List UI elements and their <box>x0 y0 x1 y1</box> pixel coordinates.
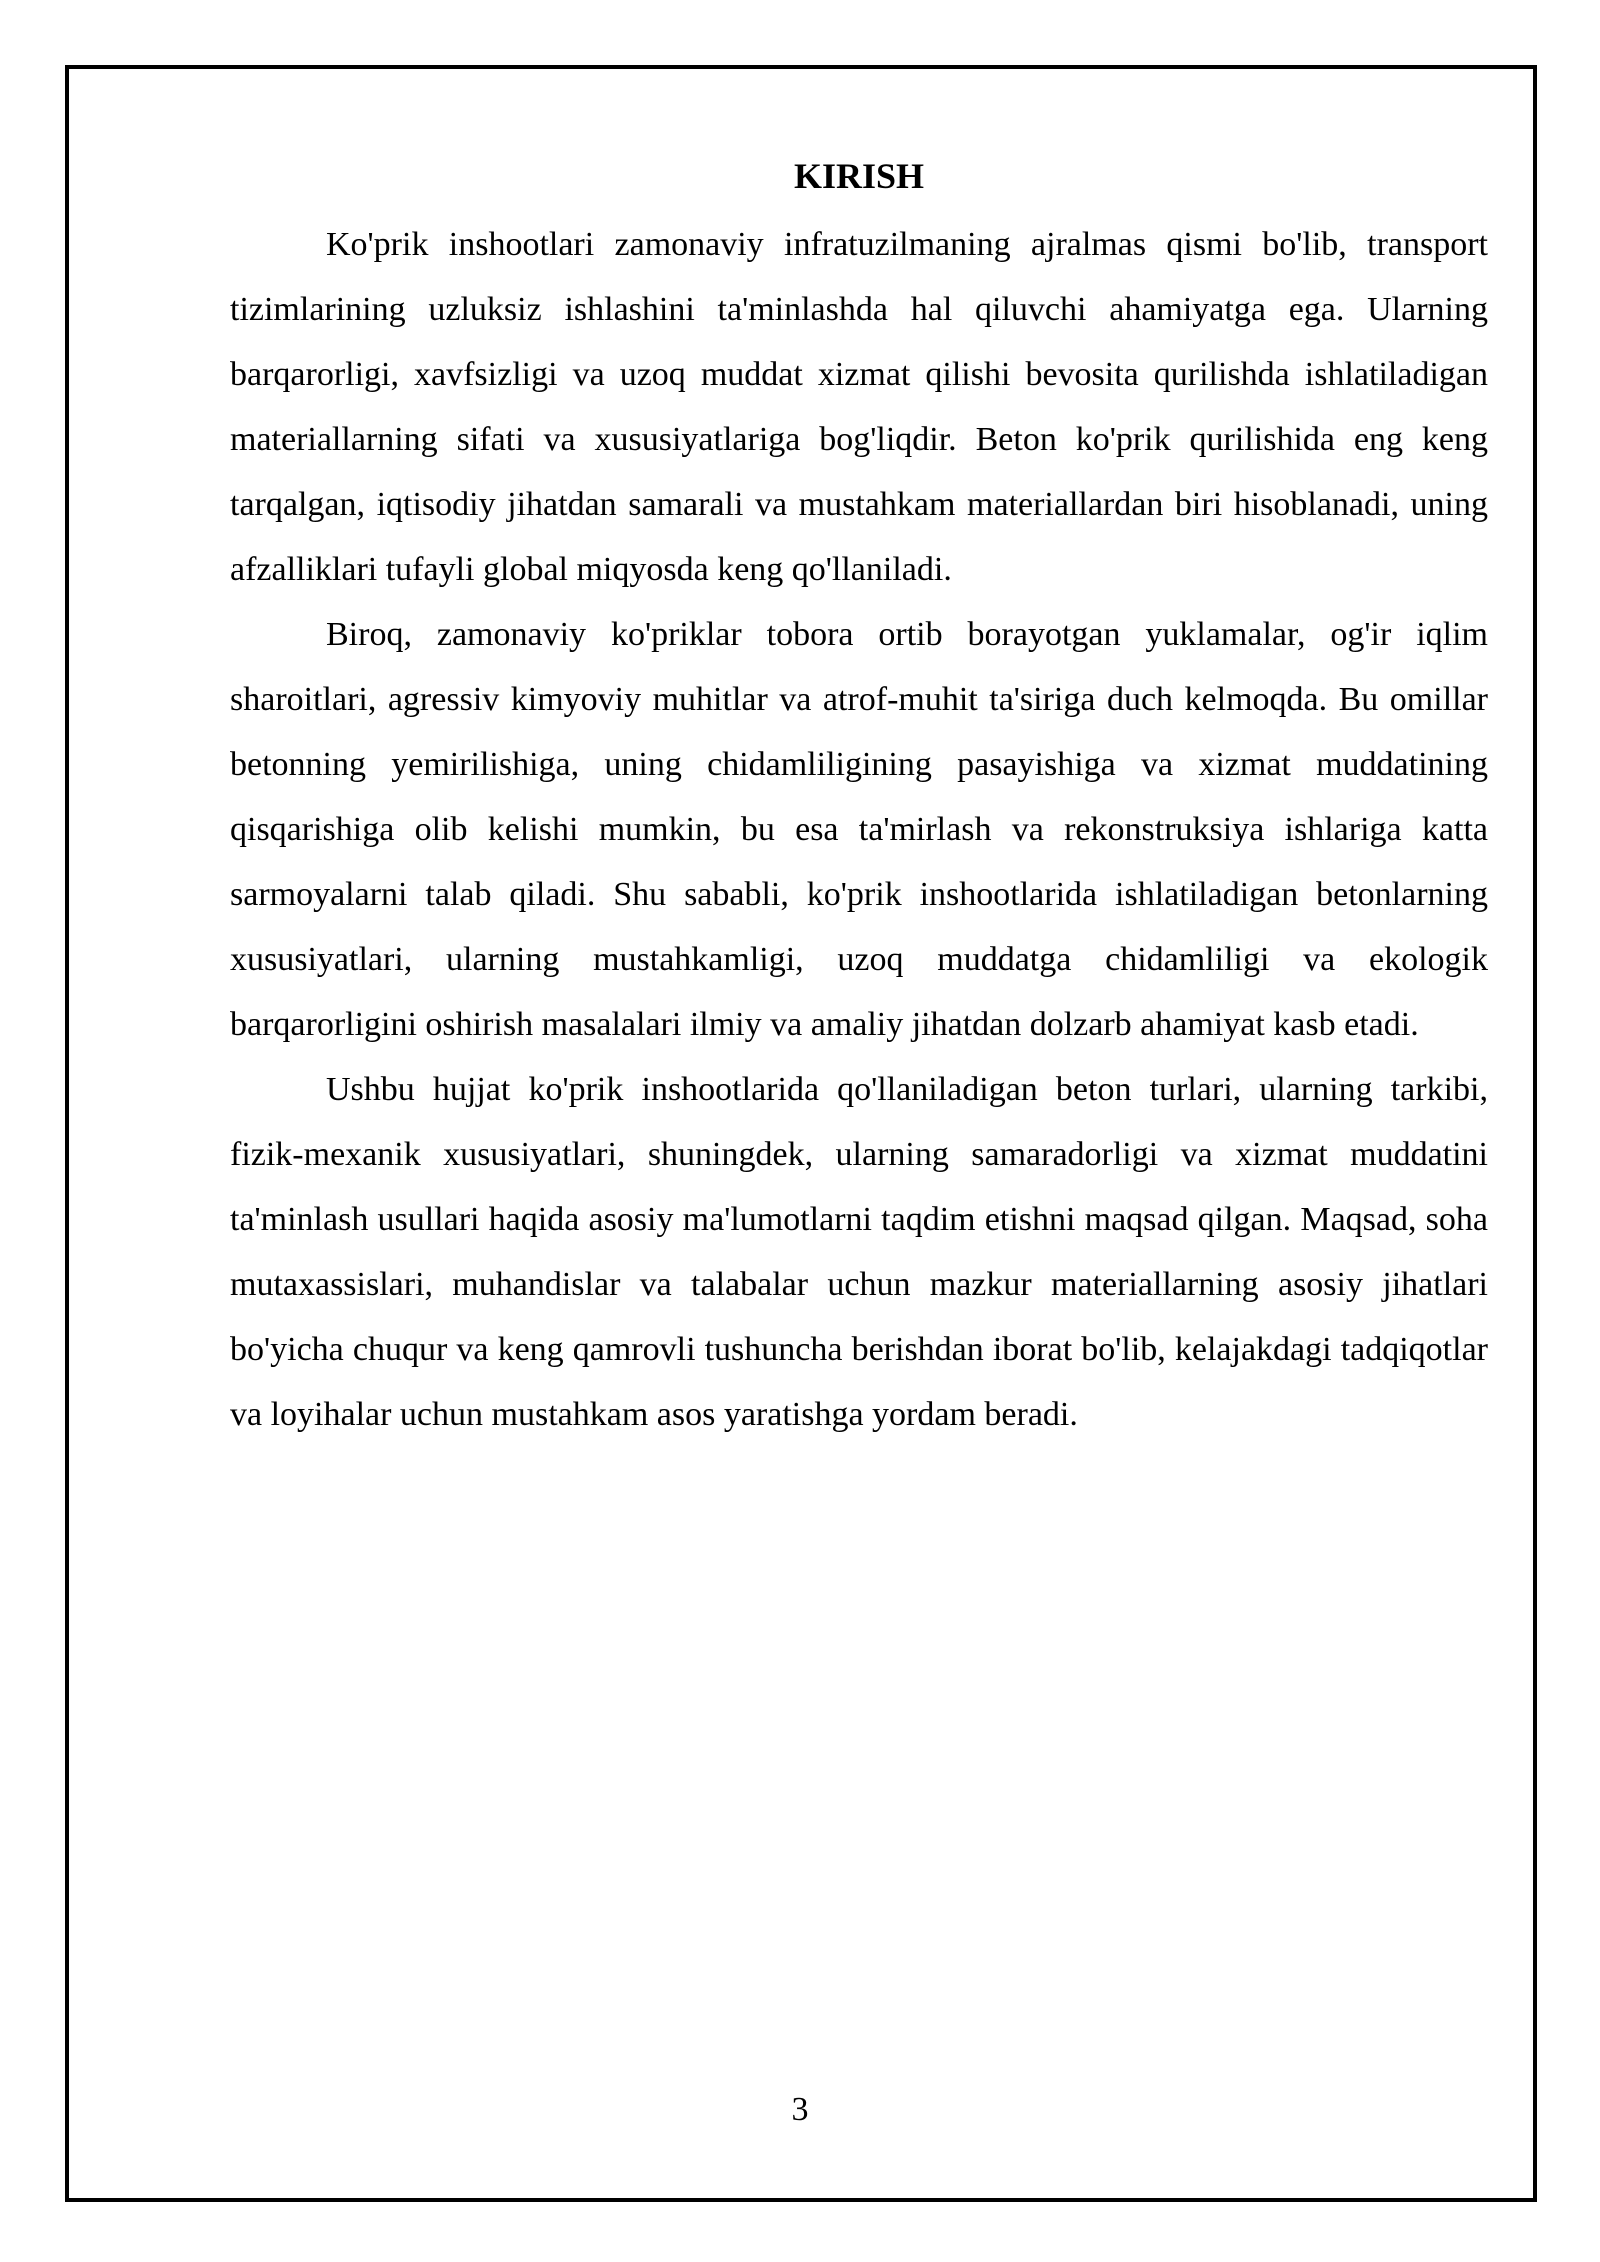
page-content <box>230 140 1488 1447</box>
paragraph-2: Biroq, zamonaviy ko'priklar tobora ortib borayotgan yuklamalar, og'ir iqlim sharoitlari, agressiv kimyoviy muhitlar va atrof-muhit ta'siriga duch kelmoqda. Bu omillar betonning yemirilishiga, uning chidamliligining pasayishiga va xizmat muddatining qisqarishiga olib kelishi mumkin, bu esa ta'mirlash va rekonstruksiya ishlariga katta sarmoyalarni talab qiladi. Shu sababli, ko'prik inshootlarida ishlatiladigan betonlarning xususiyatlari, ularning mustahkamligi, uzoq muddatga chidamliligi va ekologik barqarorligini oshirish masalalari ilmiy va amaliy jihatdan dolzarb ahamiyat kasb etadi. <box>230 616 1488 1043</box>
paragraph-3: Ushbu hujjat ko'prik inshootlarida qo'llaniladigan beton turlari, ularning tarkibi, fizik-mexanik xususiyatlari, shuningdek, ularning samaradorligi va xizmat muddatini ta'minlash usullari haqida asosiy ma'lumotlarni taqdim etishni maqsad qilgan. Maqsad, soha mutaxassislari, muhandislar va talabalar uchun mazkur materiallarning asosiy jihatlari bo'yicha chuqur va keng qamrovli tushuncha berishdan iborat bo'lib, kelajakdagi tadqiqotlar va loyihalar uchun mustahkam asos yaratishga yordam beradi. <box>230 1071 1488 1433</box>
paragraph-1: Ko'prik inshootlari zamonaviy infratuzilmaning ajralmas qismi bo'lib, transport tizimlarining uzluksiz ishlashini ta'minlashda hal qiluvchi ahamiyatga ega. Ularning barqarorligi, xavfsizligi va uzoq muddat xizmat qilishi bevosita qurilishda ishlatiladigan materiallarning sifati va xususiyatlariga bog'liqdir. Beton ko'prik qurilishida eng keng tarqalgan, iqtisodiy jihatdan samarali va mustahkam materiallardan biri hisoblanadi, uning afzalliklari tufayli global miqyosda keng qo'llaniladi. <box>230 226 1488 588</box>
section-title: KIRISH <box>793 156 925 196</box>
page-number: 3 <box>791 2091 809 2128</box>
